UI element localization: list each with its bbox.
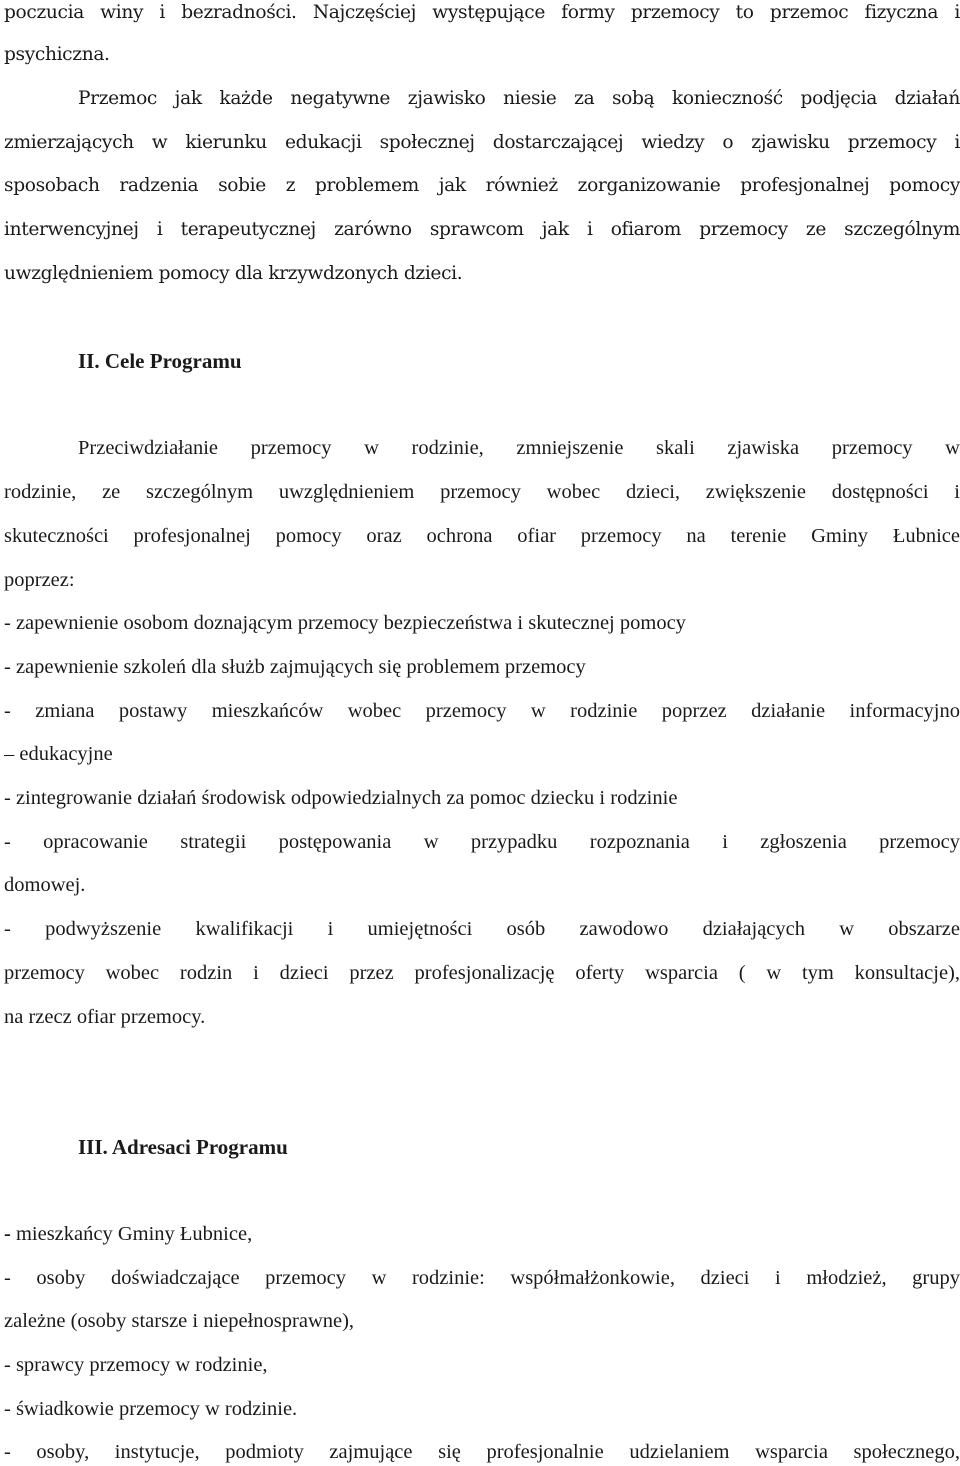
paragraph-line: Przeciwdziałanie przemocy w rodzinie, zmniejszenie skali zjawiska przemocy w [78,437,960,459]
section-heading: II. Cele Programu [78,349,242,373]
paragraph-line: poczucia winy i bezradności. Najczęściej występujące formy przemocy to przemoc fizyczna i [4,2,960,23]
paragraph-line: Przemoc jak każde negatywne zjawisko niesie za sobą konieczność podjęcia działań [78,88,960,109]
list-item-continuation: na rzecz ofiar przemocy. [4,1006,206,1028]
list-item: - osoby doświadczające przemocy w rodzinie: współmałżonkowie, dzieci i młodzież, grupy [4,1267,960,1289]
list-item [4,1221,960,1247]
list-dash: - [4,1223,11,1245]
list-item-continuation: zależne (osoby starsze i niepełnosprawne), [4,1310,355,1332]
paragraph-line: skuteczności profesjonalnej pomocy oraz ochrona ofiar przemocy na terenie Gminy Łubnice [4,525,960,547]
list-item: - osoby, instytucje, podmioty zajmujące się profesjonalnie udzielaniem wsparcia społecznego, [4,1441,960,1463]
list-item-continuation: domowej. [4,874,86,896]
paragraph-line: poprzez: [4,569,75,591]
paragraph-line: sposobach radzenia sobie z problemem jak również zorganizowanie profesjonalnej pomocy [4,175,960,196]
paragraph-line: rodzinie, ze szczególnym uwzględnieniem przemocy wobec dzieci, zwiększenie dostępności i [4,481,960,503]
list-item-text: mieszkańcy Gminy Łubnice, [10,1223,253,1245]
list-item: - zmiana postawy mieszkańców wobec przemocy w rodzinie poprzez działanie informacyjno [4,700,960,722]
section-heading: III. Adresaci Programu [78,1135,288,1159]
list-item-continuation: – edukacyjne [4,743,113,765]
list-item: - zintegrowanie działań środowisk odpowiedzialnych za pomoc dziecku i rodzinie [4,787,678,809]
paragraph-line: uwzględnieniem pomocy dla krzywdzonych dzieci. [4,263,463,284]
list-item: - opracowanie strategii postępowania w przypadku rozpoznania i zgłoszenia przemocy [4,831,960,853]
list-item: - zapewnienie osobom doznającym przemocy bezpieczeństwa i skutecznej pomocy [4,612,686,634]
list-item: - sprawcy przemocy w rodzinie, [4,1354,268,1376]
list-item-continuation: przemocy wobec rodzin i dzieci przez profesjonalizację oferty wsparcia ( w tym konsultacje), [4,962,960,984]
paragraph-line: interwencyjnej i terapeutycznej zarówno sprawcom jak i ofiarom przemocy ze szczególnym [4,219,960,240]
list-item: - podwyższenie kwalifikacji i umiejętności osób zawodowo działających w obszarze [4,918,960,940]
list-item: - zapewnienie szkoleń dla służb zajmujących się problemem przemocy [4,656,586,678]
paragraph-line: zmierzających w kierunku edukacji społecznej dostarczającej wiedzy o zjawisku przemocy i [4,132,960,153]
list-item: - świadkowie przemocy w rodzinie. [4,1398,298,1420]
paragraph-line: psychiczna. [4,44,110,65]
